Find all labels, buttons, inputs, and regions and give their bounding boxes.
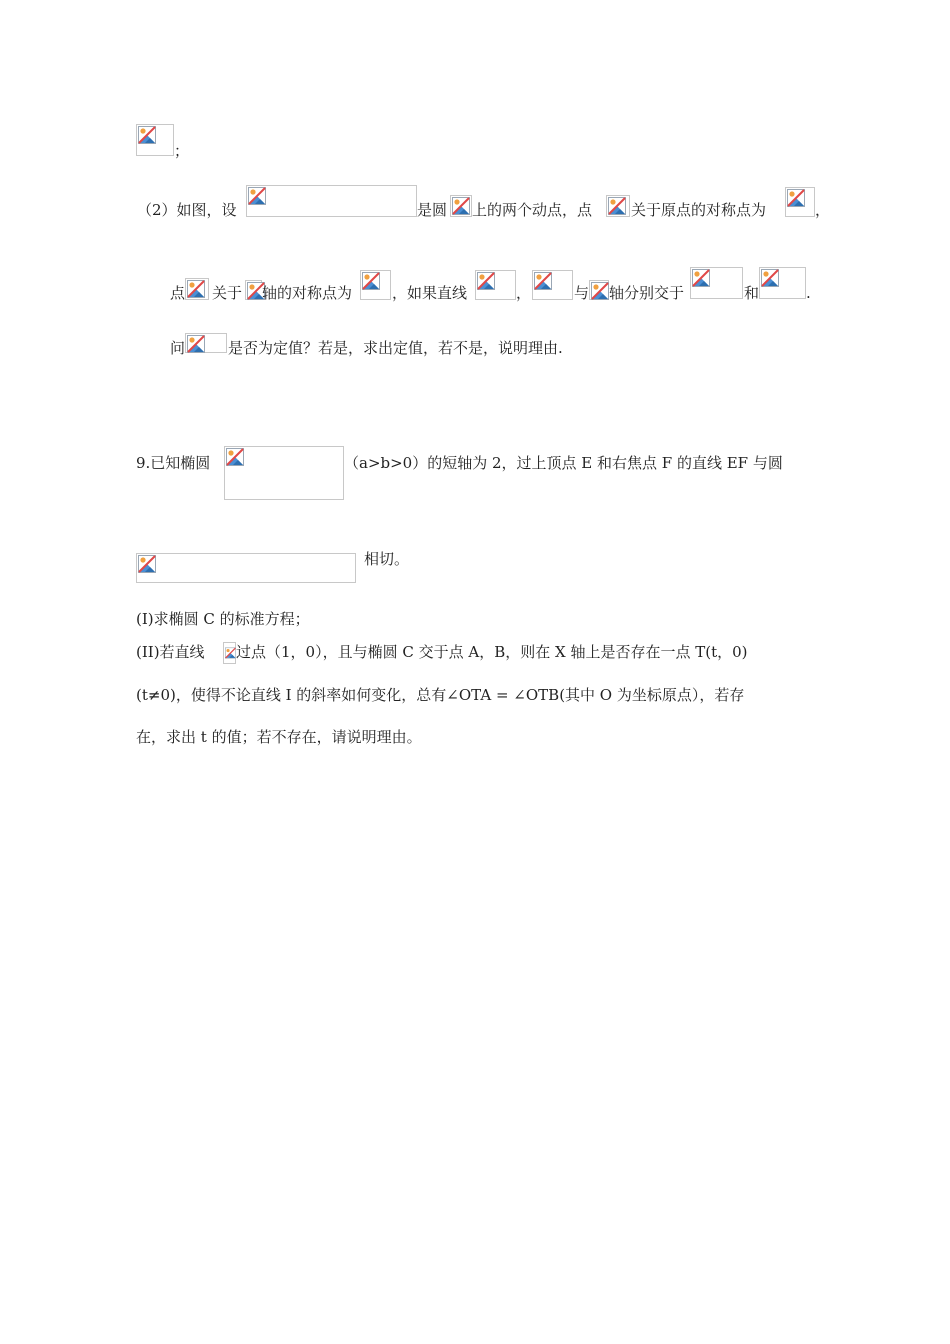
text: ， bbox=[516, 284, 532, 302]
broken-image-icon bbox=[138, 126, 156, 144]
formula-image bbox=[606, 195, 630, 217]
question-9-intro: 9.已知椭圆 bbox=[136, 454, 211, 472]
formula-image bbox=[223, 642, 236, 664]
text: 点 bbox=[170, 284, 186, 302]
part-1: (I)求椭圆 C 的标准方程； bbox=[136, 610, 310, 628]
broken-image-icon bbox=[187, 335, 205, 353]
circle-equation-image bbox=[136, 553, 356, 583]
broken-image-icon bbox=[692, 269, 710, 287]
formula-image bbox=[360, 270, 391, 300]
formula-image bbox=[245, 280, 262, 300]
broken-image-icon bbox=[138, 555, 156, 573]
text: （a>b>0）的短轴为 2，过上顶点 E 和右焦点 F 的直线 EF 与圆 bbox=[344, 454, 783, 472]
text: ， bbox=[815, 201, 831, 219]
formula-image bbox=[785, 187, 815, 217]
formula-image bbox=[690, 267, 743, 299]
text: 关于 bbox=[212, 284, 243, 302]
formula-image bbox=[185, 278, 209, 300]
text: 和 bbox=[744, 284, 760, 302]
broken-image-icon bbox=[452, 197, 470, 215]
formula-image bbox=[246, 185, 417, 217]
ellipse-equation-image bbox=[224, 446, 344, 500]
formula-image bbox=[450, 195, 472, 217]
broken-image-icon bbox=[225, 644, 236, 662]
text: 轴的对称点为 bbox=[262, 284, 353, 302]
broken-image-icon bbox=[534, 272, 552, 290]
broken-image-icon bbox=[608, 197, 626, 215]
text: （2）如图，设 bbox=[137, 201, 237, 219]
formula-image bbox=[589, 280, 609, 300]
text: ； bbox=[174, 142, 190, 160]
broken-image-icon bbox=[187, 280, 205, 298]
text: 与 bbox=[574, 284, 590, 302]
formula-image bbox=[136, 124, 174, 156]
text: 在，求出 t 的值；若不存在，请说明理由。 bbox=[136, 728, 422, 746]
formula-image bbox=[759, 267, 806, 299]
broken-image-icon bbox=[787, 189, 805, 207]
text: 问 bbox=[170, 339, 186, 357]
text: 过点（1，0），且与椭圆 C 交于点 A，B，则在 X 轴上是否存在一点 T(t，0) bbox=[236, 643, 748, 661]
formula-image bbox=[475, 270, 516, 300]
text: ，如果直线 bbox=[392, 284, 468, 302]
formula-image bbox=[185, 333, 227, 353]
text: 是否为定值？若是，求出定值，若不是，说明理由. bbox=[228, 339, 563, 357]
formula-image bbox=[532, 270, 573, 300]
text: 是圆 bbox=[417, 201, 448, 219]
broken-image-icon bbox=[591, 282, 609, 300]
text: 关于原点的对称点为 bbox=[631, 201, 767, 219]
text: 轴分别交于 bbox=[609, 284, 685, 302]
text: 上的两个动点，点 bbox=[472, 201, 593, 219]
broken-image-icon bbox=[248, 187, 266, 205]
text: (t≠0)，使得不论直线 I 的斜率如何变化，总有∠OTA = ∠OTB(其中 O 为坐标原点），若存 bbox=[136, 686, 745, 704]
broken-image-icon bbox=[226, 448, 244, 466]
text: 相切。 bbox=[364, 550, 410, 568]
broken-image-icon bbox=[362, 272, 380, 290]
broken-image-icon bbox=[477, 272, 495, 290]
part-2: (II)若直线 bbox=[136, 643, 205, 661]
text: . bbox=[806, 284, 811, 302]
broken-image-icon bbox=[761, 269, 779, 287]
